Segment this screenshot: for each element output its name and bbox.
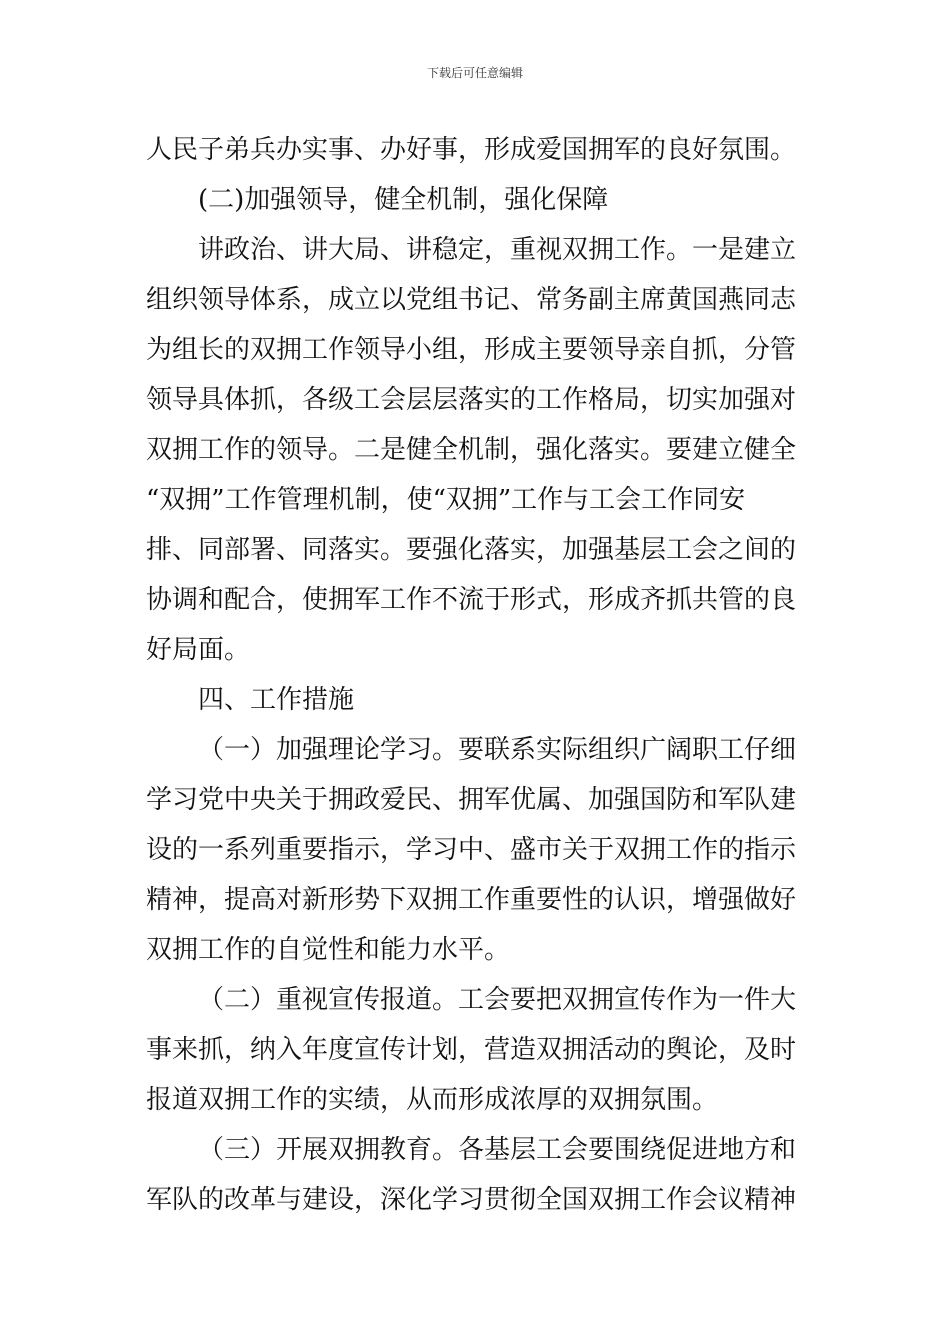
text-line: 双拥工作的自觉性和能力水平。 (146, 935, 511, 965)
text-line: （二）重视宣传报道。工会要把双拥宣传作为一件大 (198, 985, 797, 1015)
text-line: 讲政治、讲大局、讲稳定，重视双拥工作。一是建立 (198, 235, 797, 265)
page-header: 下载后可任意编辑 (426, 66, 523, 80)
text-line: 协调和配合，使拥军工作不流于形式，形成齐抓共管的良 (146, 585, 797, 615)
text-line: 双拥工作的领导。二是健全机制，强化落实。要建立健全 (146, 435, 797, 465)
text-line: (二)加强领导，健全机制，强化保障 (198, 185, 609, 215)
text-line: 事来抓，纳入年度宣传计划，营造双拥活动的舆论，及时 (146, 1035, 797, 1065)
text-line: 设的一系列重要指示，学习中、盛市关于双拥工作的指示 (146, 835, 797, 865)
text-line: 排、同部署、同落实。要强化落实，加强基层工会之间的 (146, 535, 797, 565)
text-line: 组织领导体系，成立以党组书记、常务副主席黄国燕同志 (146, 285, 797, 315)
text-line: （三）开展双拥教育。各基层工会要围绕促进地方和 (198, 1135, 797, 1165)
text-line: 四、工作措施 (198, 685, 355, 715)
text-line: “双拥”工作管理机制，使“双拥”工作与工会工作同安 (146, 485, 746, 515)
text-line: 为组长的双拥工作领导小组，形成主要领导亲自抓，分管 (146, 335, 797, 365)
text-line: 好局面。 (146, 635, 251, 665)
text-line: 精神，提高对新形势下双拥工作重要性的认识，增强做好 (146, 885, 797, 915)
text-line: 领导具体抓，各级工会层层落实的工作格局，切实加强对 (146, 385, 797, 415)
document-body (146, 125, 806, 1225)
text-line: 人民子弟兵办实事、办好事，形成爱国拥军的良好氛围。 (146, 135, 797, 165)
text-line: 学习党中央关于拥政爱民、拥军优属、加强国防和军队建 (146, 785, 797, 815)
text-line: （一）加强理论学习。要联系实际组织广阔职工仔细 (198, 735, 797, 765)
text-line: 军队的改革与建设，深化学习贯彻全国双拥工作会议精神 (146, 1185, 797, 1215)
text-line: 报道双拥工作的实绩，从而形成浓厚的双拥氛围。 (146, 1085, 719, 1115)
